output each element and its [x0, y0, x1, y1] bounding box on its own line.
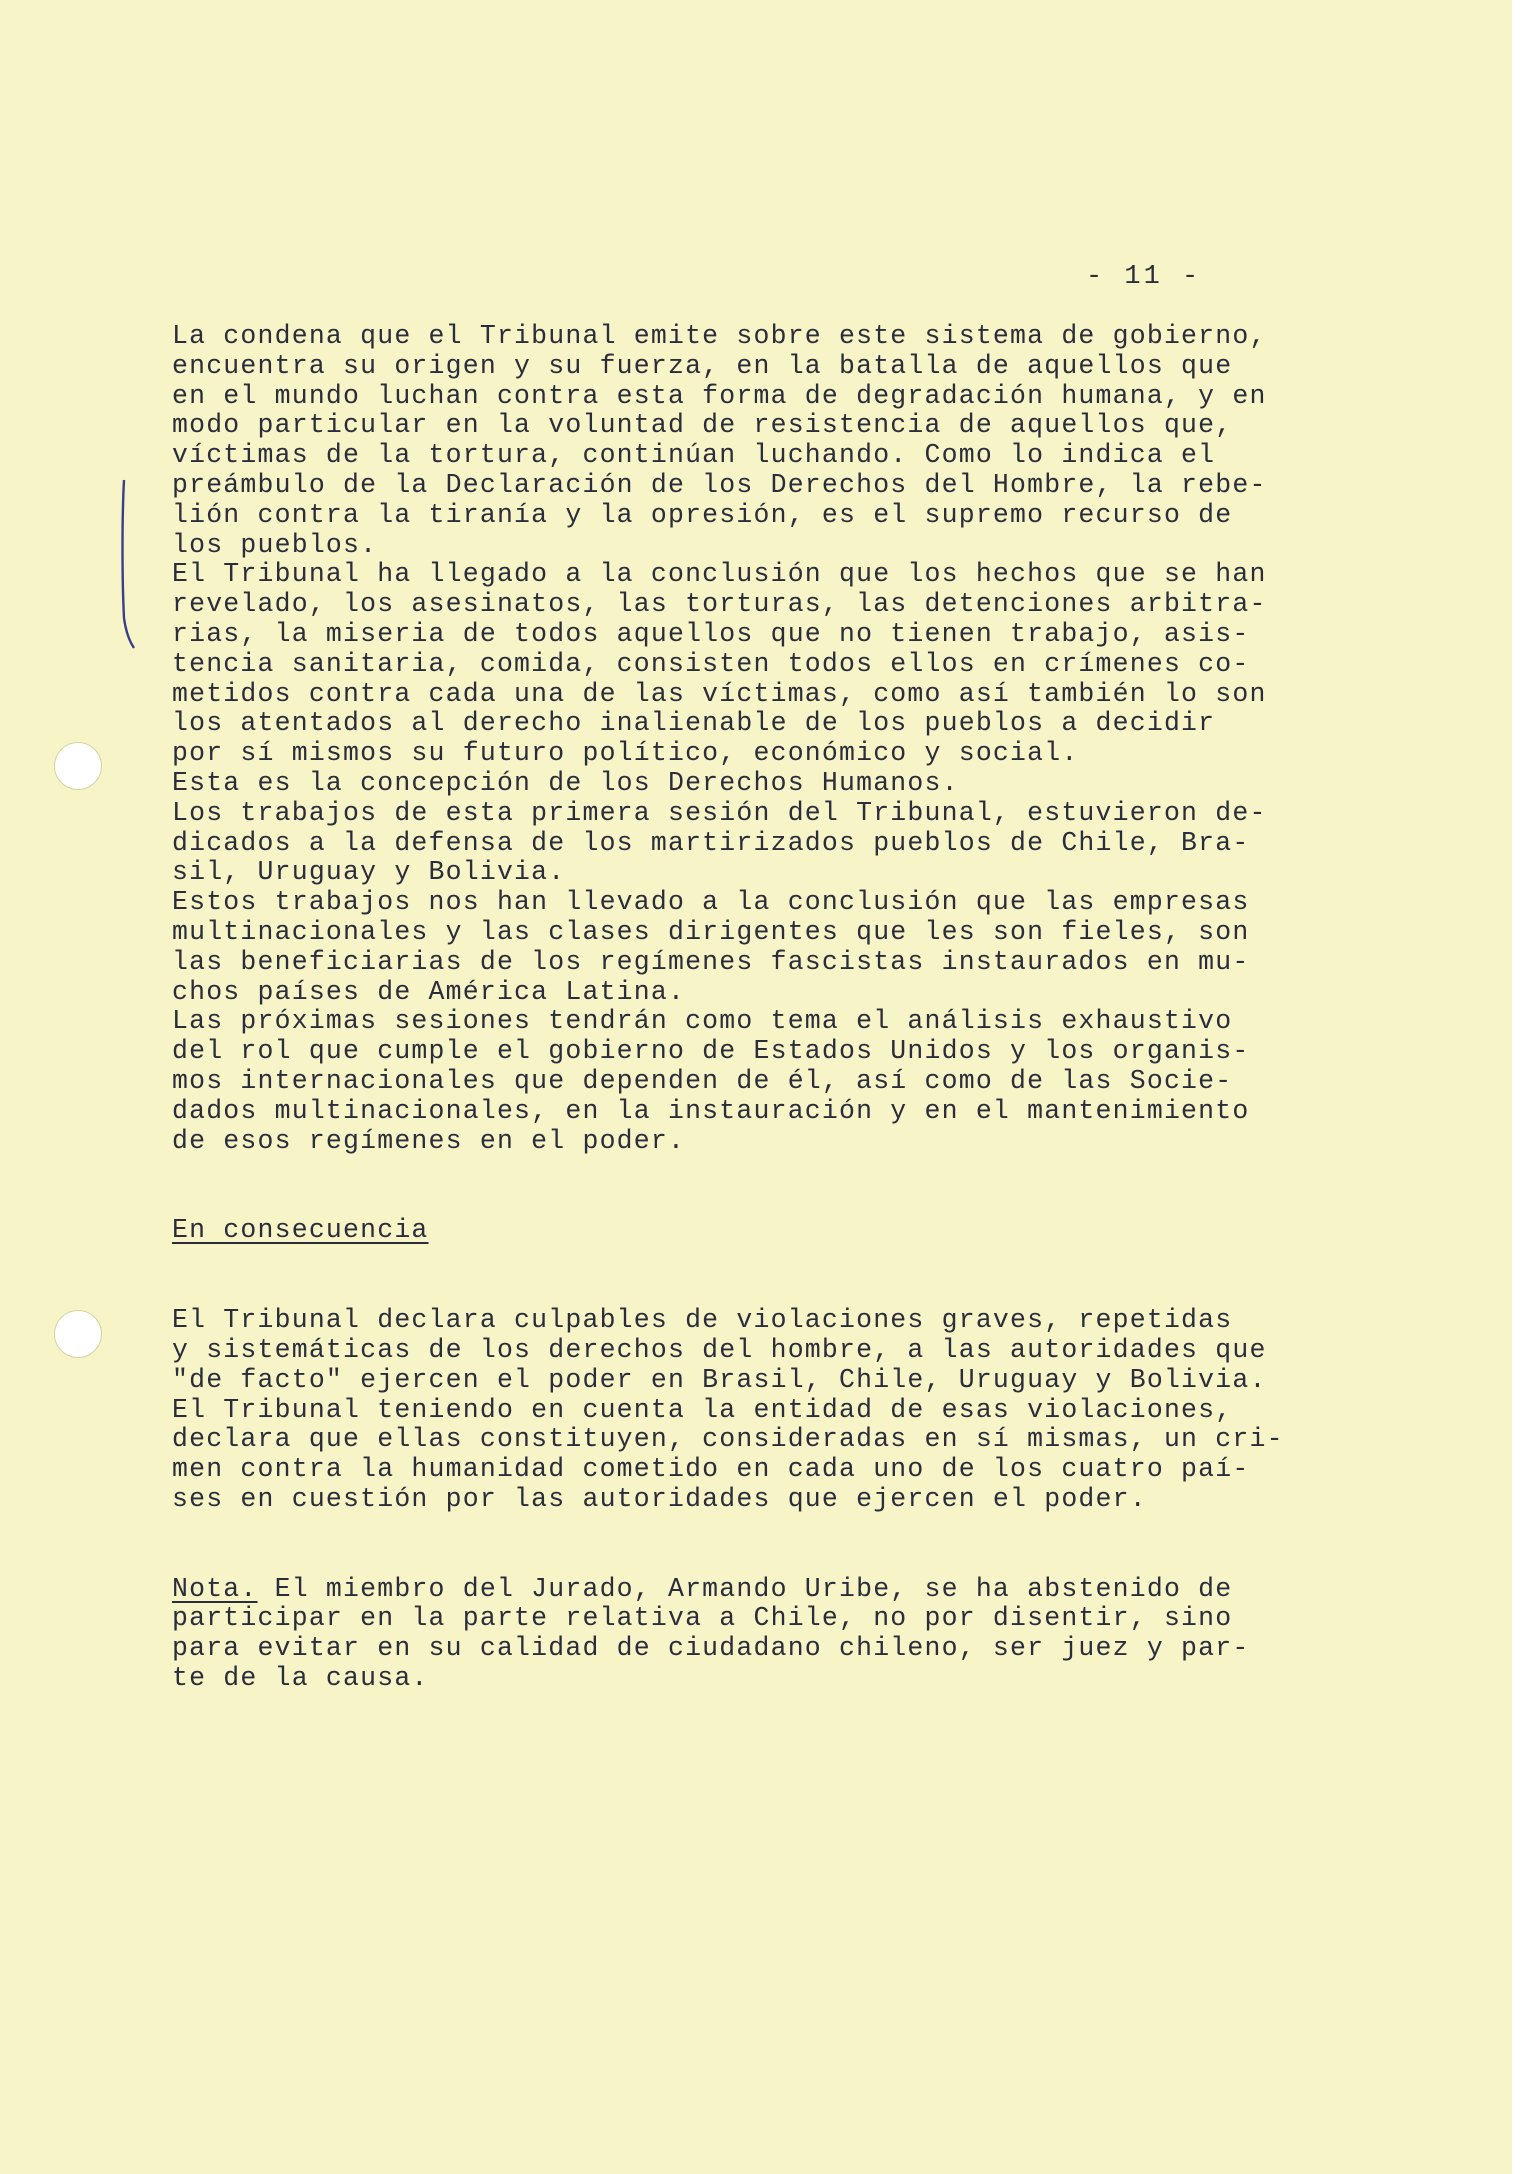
text-line: por sí mismos su futuro político, económico y social.: [172, 738, 1079, 769]
text-line: declara que ellas constituyen, consideradas en sí mismas, un cri-: [172, 1424, 1284, 1455]
text-line: lión contra la tiranía y la opresión, es el supremo recurso de: [172, 499, 1233, 530]
text-line: tencia sanitaria, comida, consisten todos ellos en crímenes co-: [172, 648, 1250, 679]
text-line: de esos regímenes en el poder.: [172, 1125, 686, 1156]
text-line: Las próximas sesiones tendrán como tema el análisis exhaustivo: [172, 1006, 1233, 1037]
spacer: [172, 1156, 1397, 1216]
text-line: men contra la humanidad cometido en cada uno de los cuatro paí-: [172, 1454, 1250, 1485]
text-line: Los trabajos de esta primera sesión del Tribunal, estuvieron de-: [172, 797, 1267, 828]
spacer: [172, 1515, 1397, 1575]
page-edge: [1512, 0, 1530, 2174]
text-line: del rol que cumple el gobierno de Estados Unidos y los organis-: [172, 1036, 1250, 1067]
text-line: las beneficiarias de los regímenes fascistas instaurados en mu-: [172, 946, 1250, 977]
text-line: mos internacionales que dependen de él, así como de las Socie-: [172, 1065, 1233, 1096]
body-text: [172, 322, 1397, 1694]
text-line: chos países de América Latina.: [172, 976, 686, 1007]
text-line: te de la causa.: [172, 1663, 429, 1694]
note-text: El miembro del Jurado, Armando Uribe, se ha abstenido de: [257, 1573, 1233, 1604]
text-line: sil, Uruguay y Bolivia.: [172, 857, 566, 888]
text-line: participar en la parte relativa a Chile, no por disentir, sino: [172, 1603, 1233, 1634]
text-line: El Tribunal ha llegado a la conclusión que los hechos que se han: [172, 559, 1267, 590]
text-line: dicados a la defensa de los martirizados pueblos de Chile, Bra-: [172, 827, 1250, 858]
section-heading: En consecuencia: [172, 1215, 429, 1246]
text-line: ses en cuestión por las autoridades que ejercen el poder.: [172, 1483, 1147, 1514]
page-number: - 11 -: [1086, 262, 1202, 292]
text-line: para evitar en su calidad de ciudadano chileno, ser juez y par-: [172, 1633, 1250, 1664]
text-line: preámbulo de la Declaración de los Derechos del Hombre, la rebe-: [172, 469, 1267, 500]
note-block: [172, 1575, 1397, 1694]
paragraph-block-main: [172, 322, 1397, 1156]
paragraph-block-verdict: [172, 1306, 1397, 1515]
note-first-line: [172, 1575, 1397, 1605]
text-line: rias, la miseria de todos aquellos que no tienen trabajo, asis-: [172, 618, 1250, 649]
text-line: El Tribunal declara culpables de violaciones graves, repetidas: [172, 1305, 1233, 1336]
margin-pen-mark: [120, 478, 138, 650]
text-line: "de facto" ejercen el poder en Brasil, Chile, Uruguay y Bolivia.: [172, 1364, 1267, 1395]
punch-hole: [54, 1310, 102, 1358]
text-line: multinacionales y las clases dirigentes que les son fieles, son: [172, 916, 1250, 947]
text-line: los atentados al derecho inalienable de los pueblos a decidir: [172, 708, 1216, 739]
text-line: revelado, los asesinatos, las torturas, las detenciones arbitra-: [172, 589, 1267, 620]
text-line: modo particular en la voluntad de resistencia de aquellos que,: [172, 410, 1233, 441]
text-line: El Tribunal teniendo en cuenta la entidad de esas violaciones,: [172, 1394, 1233, 1425]
text-line: dados multinacionales, en la instauración y en el mantenimiento: [172, 1095, 1250, 1126]
text-line: La condena que el Tribunal emite sobre este sistema de gobierno,: [172, 321, 1267, 351]
text-line: encuentra su origen y su fuerza, en la batalla de aquellos que: [172, 350, 1233, 381]
punch-hole: [54, 742, 102, 790]
spacer: [172, 1246, 1397, 1306]
text-line: víctimas de la tortura, continúan luchando. Como lo indica el: [172, 440, 1216, 471]
note-label: Nota.: [172, 1573, 258, 1604]
text-line: y sistemáticas de los derechos del hombre, a las autoridades que: [172, 1334, 1267, 1365]
text-line: metidos contra cada una de las víctimas, como así también lo son: [172, 678, 1267, 709]
text-line: Estos trabajos nos han llevado a la conclusión que las empresas: [172, 887, 1250, 918]
text-line: los pueblos.: [172, 529, 378, 560]
text-line: en el mundo luchan contra esta forma de degradación humana, y en: [172, 380, 1267, 411]
text-line: Esta es la concepción de los Derechos Humanos.: [172, 767, 959, 798]
